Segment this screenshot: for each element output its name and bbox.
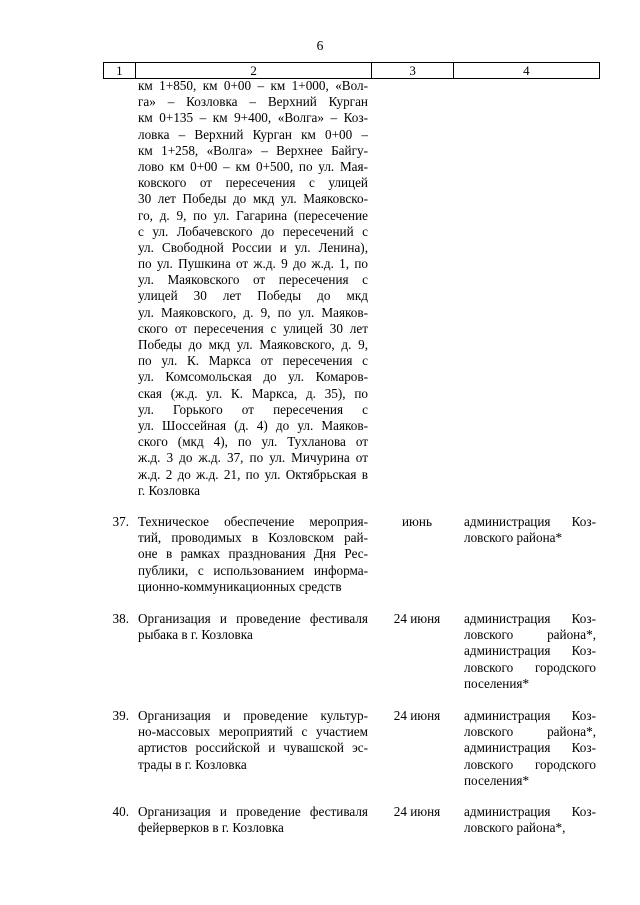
text-line: ул. Шоссейная (д. 4) до ул. Маяков- (138, 417, 368, 433)
text-line: ковского от пересечения с улицей (138, 175, 368, 191)
text-line: ж.д. 3 до ж.д. 37, по ул. Мичурина от (138, 450, 368, 466)
text-line: ул. Маяковского от пересечения с (138, 272, 368, 288)
text-line: ул. Свободной России и ул. Ленина), (138, 239, 368, 255)
text-line: по ул. К. Маркса от пересечения с (138, 353, 368, 369)
text-line: ж.д. 2 до ж.д. 21, по ул. Октябрьская в (138, 466, 368, 482)
text-line: с ул. Лобачевского до пересечений с (138, 223, 368, 239)
responsible-line: администрация Коз- (464, 804, 596, 819)
responsible-line: поселения* (464, 675, 530, 691)
responsible-party (464, 804, 596, 836)
responsible-line: ловского городского (464, 659, 596, 675)
description-line: Организация и проведение фестиваля (138, 611, 368, 626)
page-number: 6 (316, 38, 324, 53)
header-col-2: 2 (135, 63, 372, 79)
row-number: 39. (112, 708, 129, 723)
text-line: ул. Комсомольская до ул. Комаров- (138, 369, 368, 385)
text-line: км 1+258, «Волга» – Верхнее Байгу- (138, 142, 368, 158)
description-line: тий, проводимых в Козловском рай- (138, 530, 368, 546)
description-line: трады в г. Козловка (138, 756, 247, 772)
text-line: по ул. Пушкина от ж.д. 9 до ж.д. 1, по (138, 256, 368, 272)
event-description (138, 804, 368, 836)
text-line: км 1+850, км 0+00 – км 1+000, «Вол- (138, 78, 368, 93)
description-line: Организация и проведение фестиваля (138, 804, 368, 819)
event-date: 24 июня (393, 804, 441, 819)
responsible-line: администрация Коз- (464, 611, 596, 626)
text-line: лово км 0+00 – км 0+500, по ул. Мая- (138, 158, 368, 174)
description-line: ционно-коммуникационных средств (138, 578, 342, 594)
description-line: фейерверков в г. Козловка (138, 820, 284, 836)
responsible-line: администрация Коз- (464, 643, 596, 659)
text-line: г. Козловка (138, 482, 200, 498)
event-description (138, 611, 368, 643)
responsible-line: администрация Коз- (464, 514, 596, 529)
text-line: Победы до мкд ул. Маяковского, д. 9, (138, 337, 368, 352)
description-line: но-массовых мероприятий с участием (138, 724, 368, 740)
description-line: Организация и проведение культур- (138, 708, 368, 723)
responsible-line: поселения* (464, 772, 530, 788)
event-date: 24 июня (393, 708, 441, 723)
header-col-1: 1 (104, 63, 136, 79)
row-number: 37. (112, 514, 129, 529)
text-line: го, д. 9, по ул. Гагарина (пересечение (138, 207, 368, 223)
table-header (103, 62, 600, 79)
responsible-party (464, 514, 596, 546)
text-line: ул. Горького от пересечения с (138, 401, 368, 417)
responsible-line: ловского района*, (464, 820, 566, 836)
text-line: ского (мкд 4), по ул. Тухланова от (138, 434, 368, 450)
description-line: оне в рамках празднования Дня Рес- (138, 546, 368, 562)
responsible-line: администрация Коз- (464, 740, 596, 756)
responsible-line: ловского городского (464, 756, 596, 772)
description-line: Техническое обеспечение мероприя- (138, 514, 368, 529)
row-number: 38. (112, 611, 129, 626)
text-line: км 0+135 – км 9+400, «Волга» – Коз- (138, 110, 368, 126)
event-description (138, 514, 368, 595)
responsible-line: администрация Коз- (464, 708, 596, 723)
responsible-party (464, 708, 596, 789)
event-date: июнь (402, 514, 432, 529)
responsible-party (464, 611, 596, 692)
responsible-line: ловского района*, (464, 627, 596, 643)
description-line: рыбака в г. Козловка (138, 627, 253, 643)
text-line: ского от пересечения с улицей 30 лет (138, 320, 368, 336)
continuation-text (138, 78, 368, 499)
description-line: артистов российской и чувашской эс- (138, 740, 368, 756)
text-line: га» – Козловка – Верхний Курган (138, 94, 368, 110)
responsible-line: ловского района* (464, 530, 563, 546)
text-line: 30 лет Победы до мкд ул. Маяковско- (138, 191, 368, 207)
text-line: ская (ж.д. ул. К. Маркса, д. 35), по (138, 385, 368, 401)
responsible-line: ловского района*, (464, 724, 596, 740)
event-description (138, 708, 368, 773)
text-line: улицей 30 лет Победы до мкд (138, 288, 368, 304)
header-col-3: 3 (372, 63, 454, 79)
header-col-4: 4 (453, 63, 599, 79)
event-date: 24 июня (393, 611, 441, 626)
text-line: ловка – Верхний Курган км 0+00 – (138, 126, 368, 142)
description-line: публики, с использованием информа- (138, 562, 368, 578)
row-number: 40. (112, 804, 129, 819)
text-line: ул. Маяковского, д. 9, по ул. Маяков- (138, 304, 368, 320)
